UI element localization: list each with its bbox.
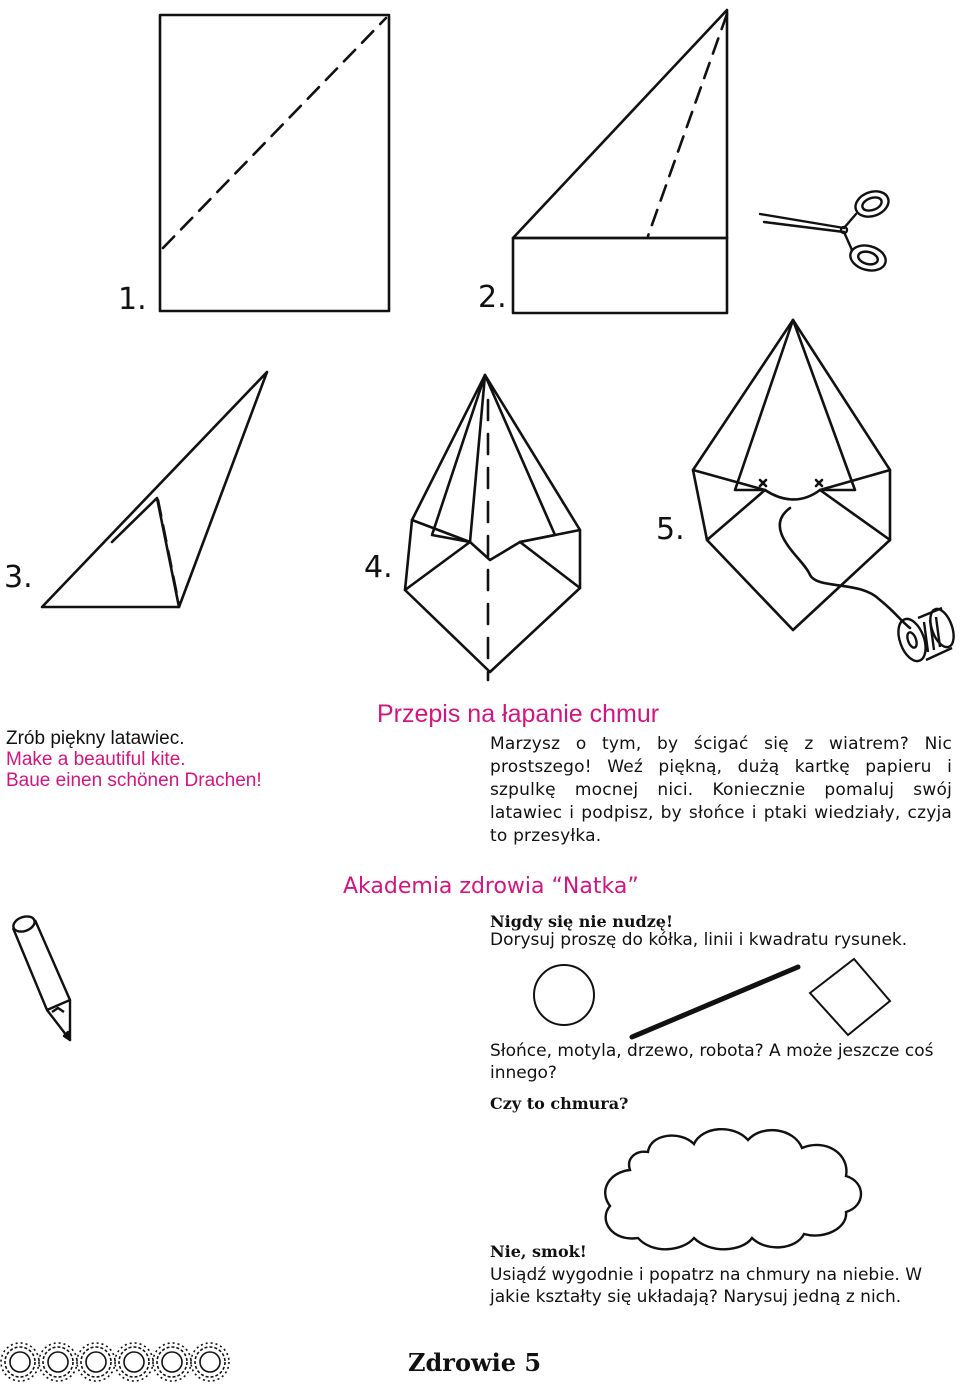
intro-english: Make a beautiful kite. — [6, 749, 186, 770]
academy-title: Akademia zdrowia “Natka” — [343, 874, 639, 899]
intro-block — [6, 728, 262, 791]
intro-german: Baue einen schönen Drachen! — [6, 770, 262, 791]
pencil-icon — [0, 912, 80, 1047]
scissors-icon — [756, 180, 896, 280]
sun-ornament-icon — [0, 1340, 230, 1384]
recipe-title: Przepis na łapanie chmur — [377, 700, 660, 728]
step-3-drawing — [42, 372, 267, 607]
step-3-number: 3. — [4, 560, 33, 595]
step-1-number: 1. — [118, 282, 147, 317]
academy-question: Słońce, motyla, drzewo, robota? A może jeszcze coś innego? — [490, 1041, 934, 1083]
step-1-drawing — [160, 15, 389, 311]
step-2-drawing — [513, 10, 727, 313]
step-5-drawing — [693, 320, 910, 630]
academy-heading: Nigdy się nie nudzę! — [490, 912, 673, 931]
step-5-number: 5. — [656, 512, 685, 547]
answer-heading: Nie, smok! — [490, 1242, 587, 1261]
cloud-outline — [590, 1120, 890, 1260]
thread-spool-icon — [890, 600, 960, 670]
prompt-line — [632, 967, 798, 1037]
answer-text: Usiądź wygodnie i popatrz na chmury na niebie. W jakie kształty się układają? Narysuj jedną z nich. — [490, 1265, 923, 1307]
step-4-drawing — [405, 375, 580, 680]
cloud-question: Czy to chmura? — [490, 1094, 629, 1113]
step-2-number: 2. — [478, 280, 507, 315]
step-4-number: 4. — [364, 550, 393, 585]
intro-polish: Zrób piękny latawiec. — [6, 728, 185, 749]
recipe-text: Marzysz o tym, by ścigać się z wiatrem? Nic prostszego! Weź piękną, dużą kartkę papieru i szpulkę mocnej nici. Koniecznie pomaluj swój latawiec i podpisz, by słońce i ptaki wiedziały, czyja to przesyłka. — [490, 734, 952, 846]
academy-instruction: Dorysuj proszę do kółka, linii i kwadratu rysunek. — [490, 930, 908, 950]
footer-title: Zdrowie 5 — [408, 1348, 542, 1377]
prompt-square — [810, 959, 890, 1035]
prompt-circle — [534, 965, 594, 1025]
